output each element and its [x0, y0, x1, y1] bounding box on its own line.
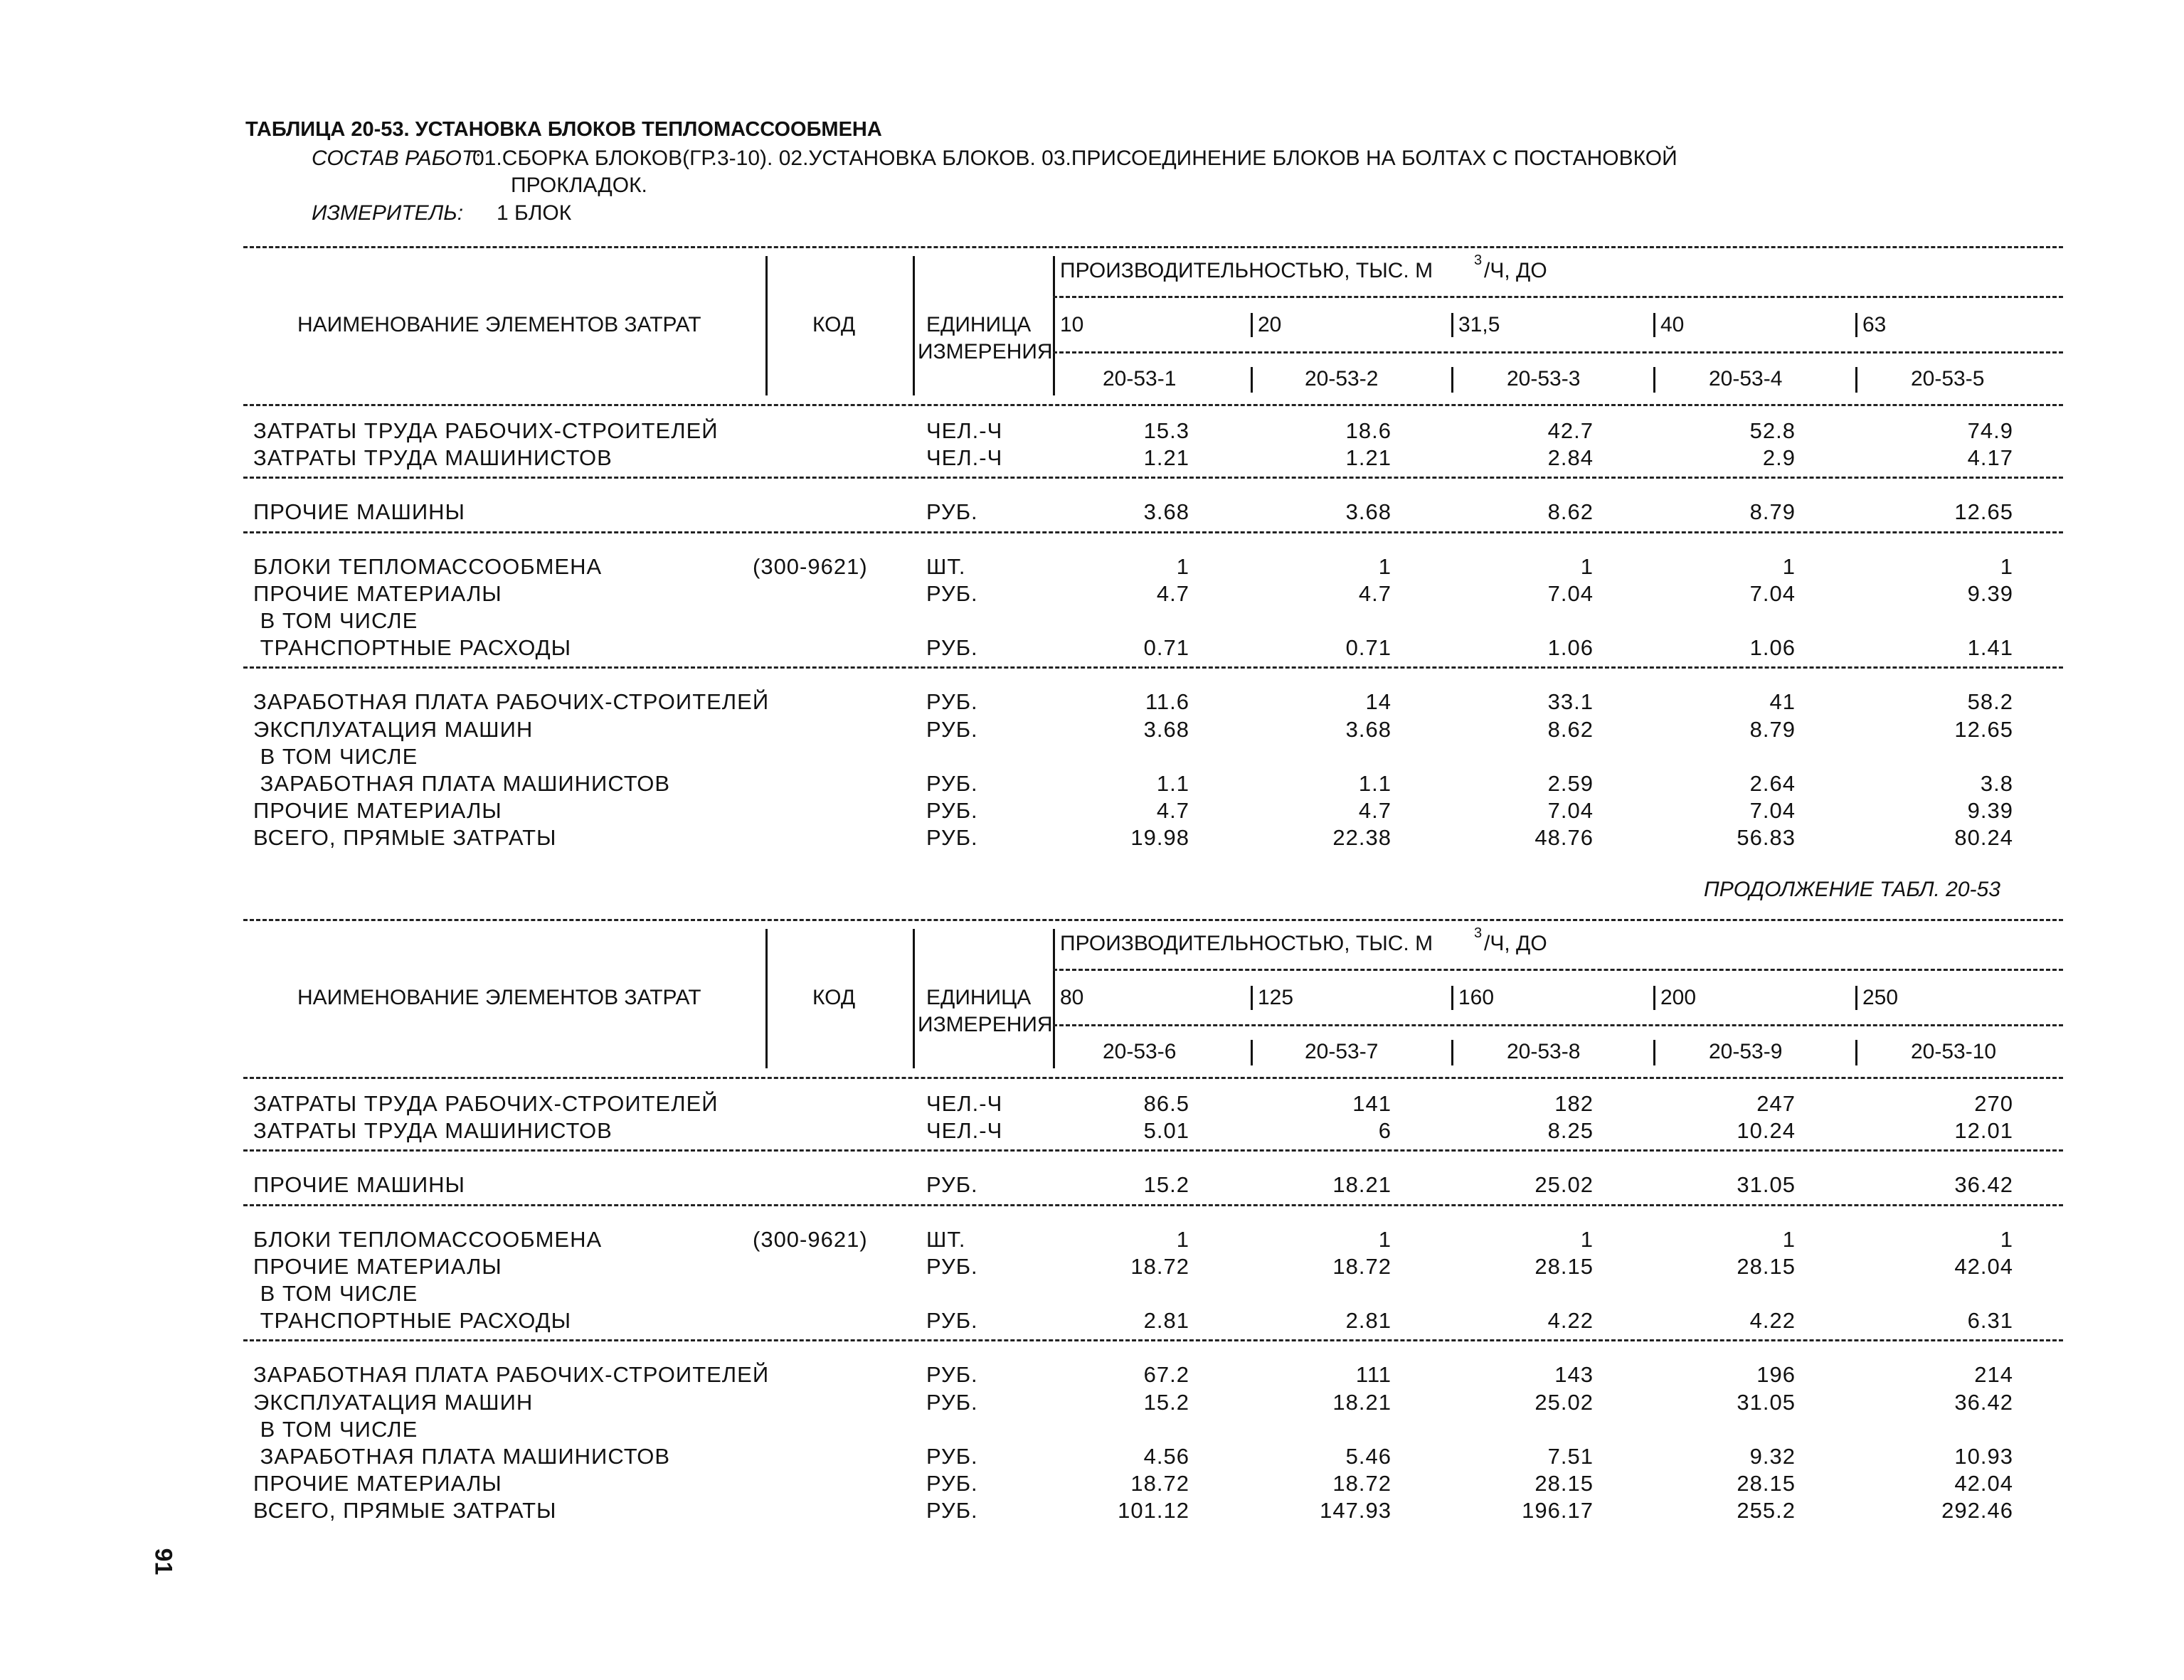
cell-value: 58.2	[1967, 689, 2013, 715]
cell-value: 28.15	[1737, 1253, 1796, 1279]
header-bottom-rule	[243, 404, 2063, 406]
cell-value: 255.2	[1737, 1498, 1796, 1524]
cell-value: 4.7	[1358, 798, 1391, 824]
cell-value: 9.32	[1749, 1444, 1796, 1469]
cell-value: 28.15	[1534, 1471, 1594, 1496]
row-unit: РУБ.	[926, 635, 978, 661]
row-unit: РУБ.	[926, 1444, 978, 1469]
norm-code: 20-53-1	[1103, 367, 1177, 390]
measure-label: ИЗМЕРИТЕЛЬ:	[312, 201, 464, 225]
cell-value: 7.04	[1547, 580, 1594, 606]
measure-value: 1 БЛОК	[497, 201, 572, 225]
cell-value: 2.84	[1547, 445, 1594, 471]
capacity-separator	[1451, 986, 1453, 1010]
group-divider	[1053, 296, 2063, 298]
cell-value: 270	[1974, 1091, 2013, 1116]
table-title: ТАБЛИЦА 20-53. УСТАНОВКА БЛОКОВ ТЕПЛОМАССООБМЕНА	[245, 118, 882, 141]
cell-value: 7.51	[1547, 1444, 1594, 1469]
cell-value: 2.59	[1547, 771, 1594, 796]
row-name: ЗАТРАТЫ ТРУДА РАБОЧИХ-СТРОИТЕЛЕЙ	[253, 418, 719, 443]
capacity-separator	[1653, 986, 1655, 1010]
header-code-col: КОД	[812, 986, 856, 1009]
cell-value: 1.06	[1749, 635, 1796, 661]
table-top-rule	[243, 919, 2063, 921]
capacity-group-suffix: /Ч, ДО	[1484, 932, 1547, 955]
cell-value: 2.9	[1762, 445, 1796, 471]
cell-value: 1	[1176, 553, 1189, 579]
row-unit: РУБ.	[926, 1498, 978, 1524]
cell-value: 292.46	[1941, 1498, 2013, 1524]
cell-value: 2.81	[1345, 1308, 1391, 1334]
cell-value: 8.62	[1547, 716, 1594, 742]
norm-code: 20-53-8	[1507, 1040, 1581, 1063]
header-separator	[913, 256, 915, 395]
cell-value: 143	[1554, 1362, 1594, 1388]
cell-value: 1.1	[1156, 771, 1189, 796]
cell-value: 3.68	[1143, 716, 1189, 742]
capacity-group-label: ПРОИЗВОДИТЕЛЬНОСТЬЮ, ТЫС. М	[1060, 259, 1433, 282]
capacity-separator	[1251, 986, 1253, 1010]
cell-value: 6.31	[1967, 1308, 2013, 1334]
row-name: ЗАРАБОТНАЯ ПЛАТА РАБОЧИХ-СТРОИТЕЛЕЙ	[253, 689, 770, 715]
cell-value: 4.7	[1156, 798, 1189, 824]
cell-value: 3.8	[1980, 771, 2013, 796]
row-unit: РУБ.	[926, 798, 978, 824]
group-divider	[1053, 969, 2063, 971]
cell-value: 1	[2000, 553, 2013, 579]
code-separator	[1451, 1040, 1453, 1065]
norm-code: 20-53-6	[1103, 1040, 1177, 1063]
row-name: ПРОЧИЕ МАТЕРИАЛЫ	[253, 798, 502, 824]
cell-value: 18.72	[1130, 1253, 1189, 1279]
header-bottom-rule	[243, 1077, 2063, 1079]
cell-value: 28.15	[1534, 1253, 1594, 1279]
section-divider	[243, 477, 2063, 479]
cell-value: 3.68	[1143, 499, 1189, 525]
cell-value: 12.65	[1954, 716, 2013, 742]
header-separator	[913, 929, 915, 1068]
header-code-col: КОД	[812, 313, 856, 336]
row-name: ЗАРАБОТНАЯ ПЛАТА МАШИНИСТОВ	[253, 1444, 671, 1469]
capacity-value: 40	[1660, 313, 1685, 336]
cell-value: 36.42	[1954, 1172, 2013, 1198]
cell-value: 1.21	[1143, 445, 1189, 471]
cell-value: 8.79	[1749, 716, 1796, 742]
cell-value: 41	[1769, 689, 1796, 715]
cell-value: 11.6	[1145, 689, 1189, 715]
row-name: ТРАНСПОРТНЫЕ РАСХОДЫ	[253, 1308, 572, 1334]
code-separator	[1653, 1040, 1655, 1065]
capacity-separator	[1053, 986, 1055, 1010]
code-separator	[1451, 367, 1453, 393]
composition-text: 01.СБОРКА БЛОКОВ(ГР.3-10). 02.УСТАНОВКА БЛОКОВ. 03.ПРИСОЕДИНЕНИЕ БЛОКОВ НА БОЛТАХ С ПОСТАНОВКОЙ	[472, 147, 1677, 170]
cell-value: 196.17	[1522, 1498, 1594, 1524]
row-name: ПРОЧИЕ МАТЕРИАЛЫ	[253, 1253, 502, 1279]
page-number: 91	[149, 1548, 177, 1575]
cell-value: 4.56	[1143, 1444, 1189, 1469]
capacity-separator	[1053, 313, 1055, 337]
cell-value: 4.7	[1358, 580, 1391, 606]
row-name: ЗАТРАТЫ ТРУДА РАБОЧИХ-СТРОИТЕЛЕЙ	[253, 1091, 719, 1116]
header-unit-col-2: ИЗМЕРЕНИЯ	[918, 1013, 1053, 1036]
cell-value: 10.93	[1954, 1444, 2013, 1469]
capacity-value: 160	[1458, 986, 1495, 1009]
cell-value: 48.76	[1534, 825, 1594, 851]
cell-value: 42.7	[1547, 418, 1594, 443]
capacity-divider	[1053, 351, 2063, 353]
cell-value: 18.21	[1332, 1172, 1391, 1198]
cell-value: 7.04	[1547, 798, 1594, 824]
cell-value: 42.04	[1954, 1471, 2013, 1496]
cell-value: 196	[1756, 1362, 1796, 1388]
cell-value: 67.2	[1143, 1362, 1189, 1388]
cell-value: 7.04	[1749, 798, 1796, 824]
cell-value: 1	[1580, 553, 1594, 579]
cell-value: 1	[1378, 553, 1391, 579]
cell-value: 18.6	[1345, 418, 1391, 443]
code-separator	[1855, 367, 1857, 393]
capacity-value: 20	[1258, 313, 1282, 336]
cell-value: 22.38	[1332, 825, 1391, 851]
row-unit: ШТ.	[926, 1226, 966, 1252]
row-name: ЗАРАБОТНАЯ ПЛАТА МАШИНИСТОВ	[253, 771, 671, 796]
row-name: ВСЕГО, ПРЯМЫЕ ЗАТРАТЫ	[253, 1498, 557, 1524]
cell-value: 31.05	[1737, 1389, 1796, 1415]
capacity-divider	[1053, 1024, 2063, 1026]
cell-value: 1	[1580, 1226, 1594, 1252]
cell-value: 6	[1378, 1118, 1391, 1144]
cell-value: 18.72	[1332, 1253, 1391, 1279]
capacity-group-label: ПРОИЗВОДИТЕЛЬНОСТЬЮ, ТЫС. М	[1060, 932, 1433, 955]
cell-value: 52.8	[1749, 418, 1796, 443]
header-separator	[765, 929, 768, 1068]
composition-label: СОСТАВ РАБОТ:	[312, 147, 481, 170]
section-divider	[243, 1204, 2063, 1206]
row-unit: ЧЕЛ.-Ч	[926, 418, 1003, 443]
cell-value: 147.93	[1320, 1498, 1391, 1524]
cell-value: 5.46	[1345, 1444, 1391, 1469]
cell-value: 1	[1782, 1226, 1796, 1252]
code-separator	[1251, 367, 1253, 393]
cell-value: 18.72	[1130, 1471, 1189, 1496]
capacity-value: 80	[1060, 986, 1084, 1009]
row-unit: ЧЕЛ.-Ч	[926, 445, 1003, 471]
norm-code: 20-53-4	[1709, 367, 1783, 390]
header-separator	[765, 256, 768, 395]
cell-value: 7.04	[1749, 580, 1796, 606]
cell-value: 25.02	[1534, 1389, 1594, 1415]
row-unit: ЧЕЛ.-Ч	[926, 1091, 1003, 1116]
norm-code: 20-53-7	[1305, 1040, 1379, 1063]
cell-value: 86.5	[1143, 1091, 1189, 1116]
cell-value: 74.9	[1967, 418, 2013, 443]
row-unit: РУБ.	[926, 1172, 978, 1198]
cell-value: 19.98	[1130, 825, 1189, 851]
table-top-rule	[243, 246, 2063, 248]
cell-value: 12.65	[1954, 499, 2013, 525]
cell-value: 56.83	[1737, 825, 1796, 851]
cell-value: 0.71	[1345, 635, 1391, 661]
row-name: ЭКСПЛУАТАЦИЯ МАШИН	[253, 716, 534, 742]
row-unit: РУБ.	[926, 1308, 978, 1334]
row-name: ВСЕГО, ПРЯМЫЕ ЗАТРАТЫ	[253, 825, 557, 851]
row-unit: РУБ.	[926, 1362, 978, 1388]
cell-value: 8.79	[1749, 499, 1796, 525]
row-unit: ШТ.	[926, 553, 966, 579]
cell-value: 15.3	[1143, 418, 1189, 443]
capacity-separator	[1451, 313, 1453, 337]
section-divider	[243, 666, 2063, 669]
cell-value: 5.01	[1143, 1118, 1189, 1144]
capacity-value: 10	[1060, 313, 1084, 336]
row-unit: ЧЕЛ.-Ч	[926, 1118, 1003, 1144]
capacity-value: 31,5	[1458, 313, 1500, 336]
row-unit: РУБ.	[926, 1389, 978, 1415]
cell-value: 4.17	[1967, 445, 2013, 471]
capacity-group-sup: 3	[1474, 925, 1483, 941]
capacity-separator	[1855, 986, 1857, 1010]
row-unit: РУБ.	[926, 689, 978, 715]
row-unit: РУБ.	[926, 771, 978, 796]
cell-value: 1	[2000, 1226, 2013, 1252]
cell-value: 36.42	[1954, 1389, 2013, 1415]
capacity-value: 63	[1862, 313, 1887, 336]
row-name: ЗАТРАТЫ ТРУДА МАШИНИСТОВ	[253, 1118, 613, 1144]
capacity-separator	[1653, 313, 1655, 337]
cell-value: 1	[1378, 1226, 1391, 1252]
header-name-col: НАИМЕНОВАНИЕ ЭЛЕМЕНТОВ ЗАТРАТ	[297, 313, 701, 336]
code-separator	[1653, 367, 1655, 393]
row-name: ЗАРАБОТНАЯ ПЛАТА РАБОЧИХ-СТРОИТЕЛЕЙ	[253, 1362, 770, 1388]
row-name: В ТОМ ЧИСЛЕ	[253, 1281, 418, 1306]
row-name: В ТОМ ЧИСЛЕ	[253, 608, 418, 633]
cell-value: 2.81	[1143, 1308, 1189, 1334]
capacity-separator	[1251, 313, 1253, 337]
cell-value: 42.04	[1954, 1253, 2013, 1279]
row-name: ПРОЧИЕ МАШИНЫ	[253, 499, 465, 525]
row-unit: РУБ.	[926, 1253, 978, 1279]
norm-code: 20-53-2	[1305, 367, 1379, 390]
row-name: БЛОКИ ТЕПЛОМАССООБМЕНА	[253, 553, 603, 579]
row-name: ПРОЧИЕ МАТЕРИАЛЫ	[253, 580, 502, 606]
cell-value: 1.41	[1967, 635, 2013, 661]
code-separator	[1855, 1040, 1857, 1065]
cell-value: 14	[1365, 689, 1391, 715]
cell-value: 111	[1355, 1362, 1391, 1388]
cell-value: 28.15	[1737, 1471, 1796, 1496]
row-name: В ТОМ ЧИСЛЕ	[253, 1416, 418, 1442]
capacity-value: 125	[1258, 986, 1294, 1009]
cell-value: 141	[1352, 1091, 1391, 1116]
continuation-note: ПРОДОЛЖЕНИЕ ТАБЛ. 20-53	[1704, 878, 2000, 901]
row-name: ПРОЧИЕ МАТЕРИАЛЫ	[253, 1471, 502, 1496]
cell-value: 25.02	[1534, 1172, 1594, 1198]
cell-value: 10.24	[1737, 1118, 1796, 1144]
row-name: БЛОКИ ТЕПЛОМАССООБМЕНА	[253, 1226, 603, 1252]
cell-value: 8.25	[1547, 1118, 1594, 1144]
capacity-group-sup: 3	[1474, 252, 1483, 268]
header-name-col: НАИМЕНОВАНИЕ ЭЛЕМЕНТОВ ЗАТРАТ	[297, 986, 701, 1009]
row-name: ЗАТРАТЫ ТРУДА МАШИНИСТОВ	[253, 445, 613, 471]
cell-value: 9.39	[1967, 580, 2013, 606]
capacity-value: 250	[1862, 986, 1899, 1009]
section-divider	[243, 1339, 2063, 1341]
cell-value: 182	[1554, 1091, 1594, 1116]
cell-value: 2.64	[1749, 771, 1796, 796]
cell-value: 33.1	[1547, 689, 1594, 715]
row-unit: РУБ.	[926, 1471, 978, 1496]
cell-value: 1	[1176, 1226, 1189, 1252]
capacity-value: 200	[1660, 986, 1697, 1009]
cell-value: 1.21	[1345, 445, 1391, 471]
cell-value: 1.1	[1358, 771, 1391, 796]
header-unit-col: ЕДИНИЦА	[926, 986, 1032, 1009]
cell-value: 1.06	[1547, 635, 1594, 661]
cell-value: 4.22	[1749, 1308, 1796, 1334]
row-code: (300-9621)	[753, 1226, 868, 1252]
row-unit: РУБ.	[926, 580, 978, 606]
cell-value: 18.21	[1332, 1389, 1391, 1415]
cell-value: 9.39	[1967, 798, 2013, 824]
header-unit-col: ЕДИНИЦА	[926, 313, 1032, 336]
cell-value: 31.05	[1737, 1172, 1796, 1198]
norm-code: 20-53-3	[1507, 367, 1581, 390]
cell-value: 4.7	[1156, 580, 1189, 606]
cell-value: 214	[1974, 1362, 2013, 1388]
norm-code: 20-53-9	[1709, 1040, 1783, 1063]
row-unit: РУБ.	[926, 825, 978, 851]
row-name: В ТОМ ЧИСЛЕ	[253, 743, 418, 769]
cell-value: 12.01	[1954, 1118, 2013, 1144]
cell-value: 3.68	[1345, 499, 1391, 525]
capacity-separator	[1855, 313, 1857, 337]
norm-code: 20-53-10	[1911, 1040, 1997, 1063]
cell-value: 101.12	[1118, 1498, 1189, 1524]
cell-value: 0.71	[1143, 635, 1189, 661]
row-unit: РУБ.	[926, 499, 978, 525]
cell-value: 15.2	[1143, 1172, 1189, 1198]
cell-value: 80.24	[1954, 825, 2013, 851]
norm-code: 20-53-5	[1911, 367, 1985, 390]
header-unit-col-2: ИЗМЕРЕНИЯ	[918, 340, 1053, 363]
cell-value: 18.72	[1332, 1471, 1391, 1496]
code-separator	[1251, 1040, 1253, 1065]
row-name: ЭКСПЛУАТАЦИЯ МАШИН	[253, 1389, 534, 1415]
cell-value: 15.2	[1143, 1389, 1189, 1415]
cell-value: 247	[1756, 1091, 1796, 1116]
capacity-group-suffix: /Ч, ДО	[1484, 259, 1547, 282]
cell-value: 4.22	[1547, 1308, 1594, 1334]
row-name: ТРАНСПОРТНЫЕ РАСХОДЫ	[253, 635, 572, 661]
row-code: (300-9621)	[753, 553, 868, 579]
composition-text-continued: ПРОКЛАДОК.	[511, 174, 647, 197]
cell-value: 1	[1782, 553, 1796, 579]
cell-value: 8.62	[1547, 499, 1594, 525]
row-name: ПРОЧИЕ МАШИНЫ	[253, 1172, 465, 1198]
row-unit: РУБ.	[926, 716, 978, 742]
cell-value: 3.68	[1345, 716, 1391, 742]
section-divider	[243, 531, 2063, 533]
section-divider	[243, 1149, 2063, 1152]
